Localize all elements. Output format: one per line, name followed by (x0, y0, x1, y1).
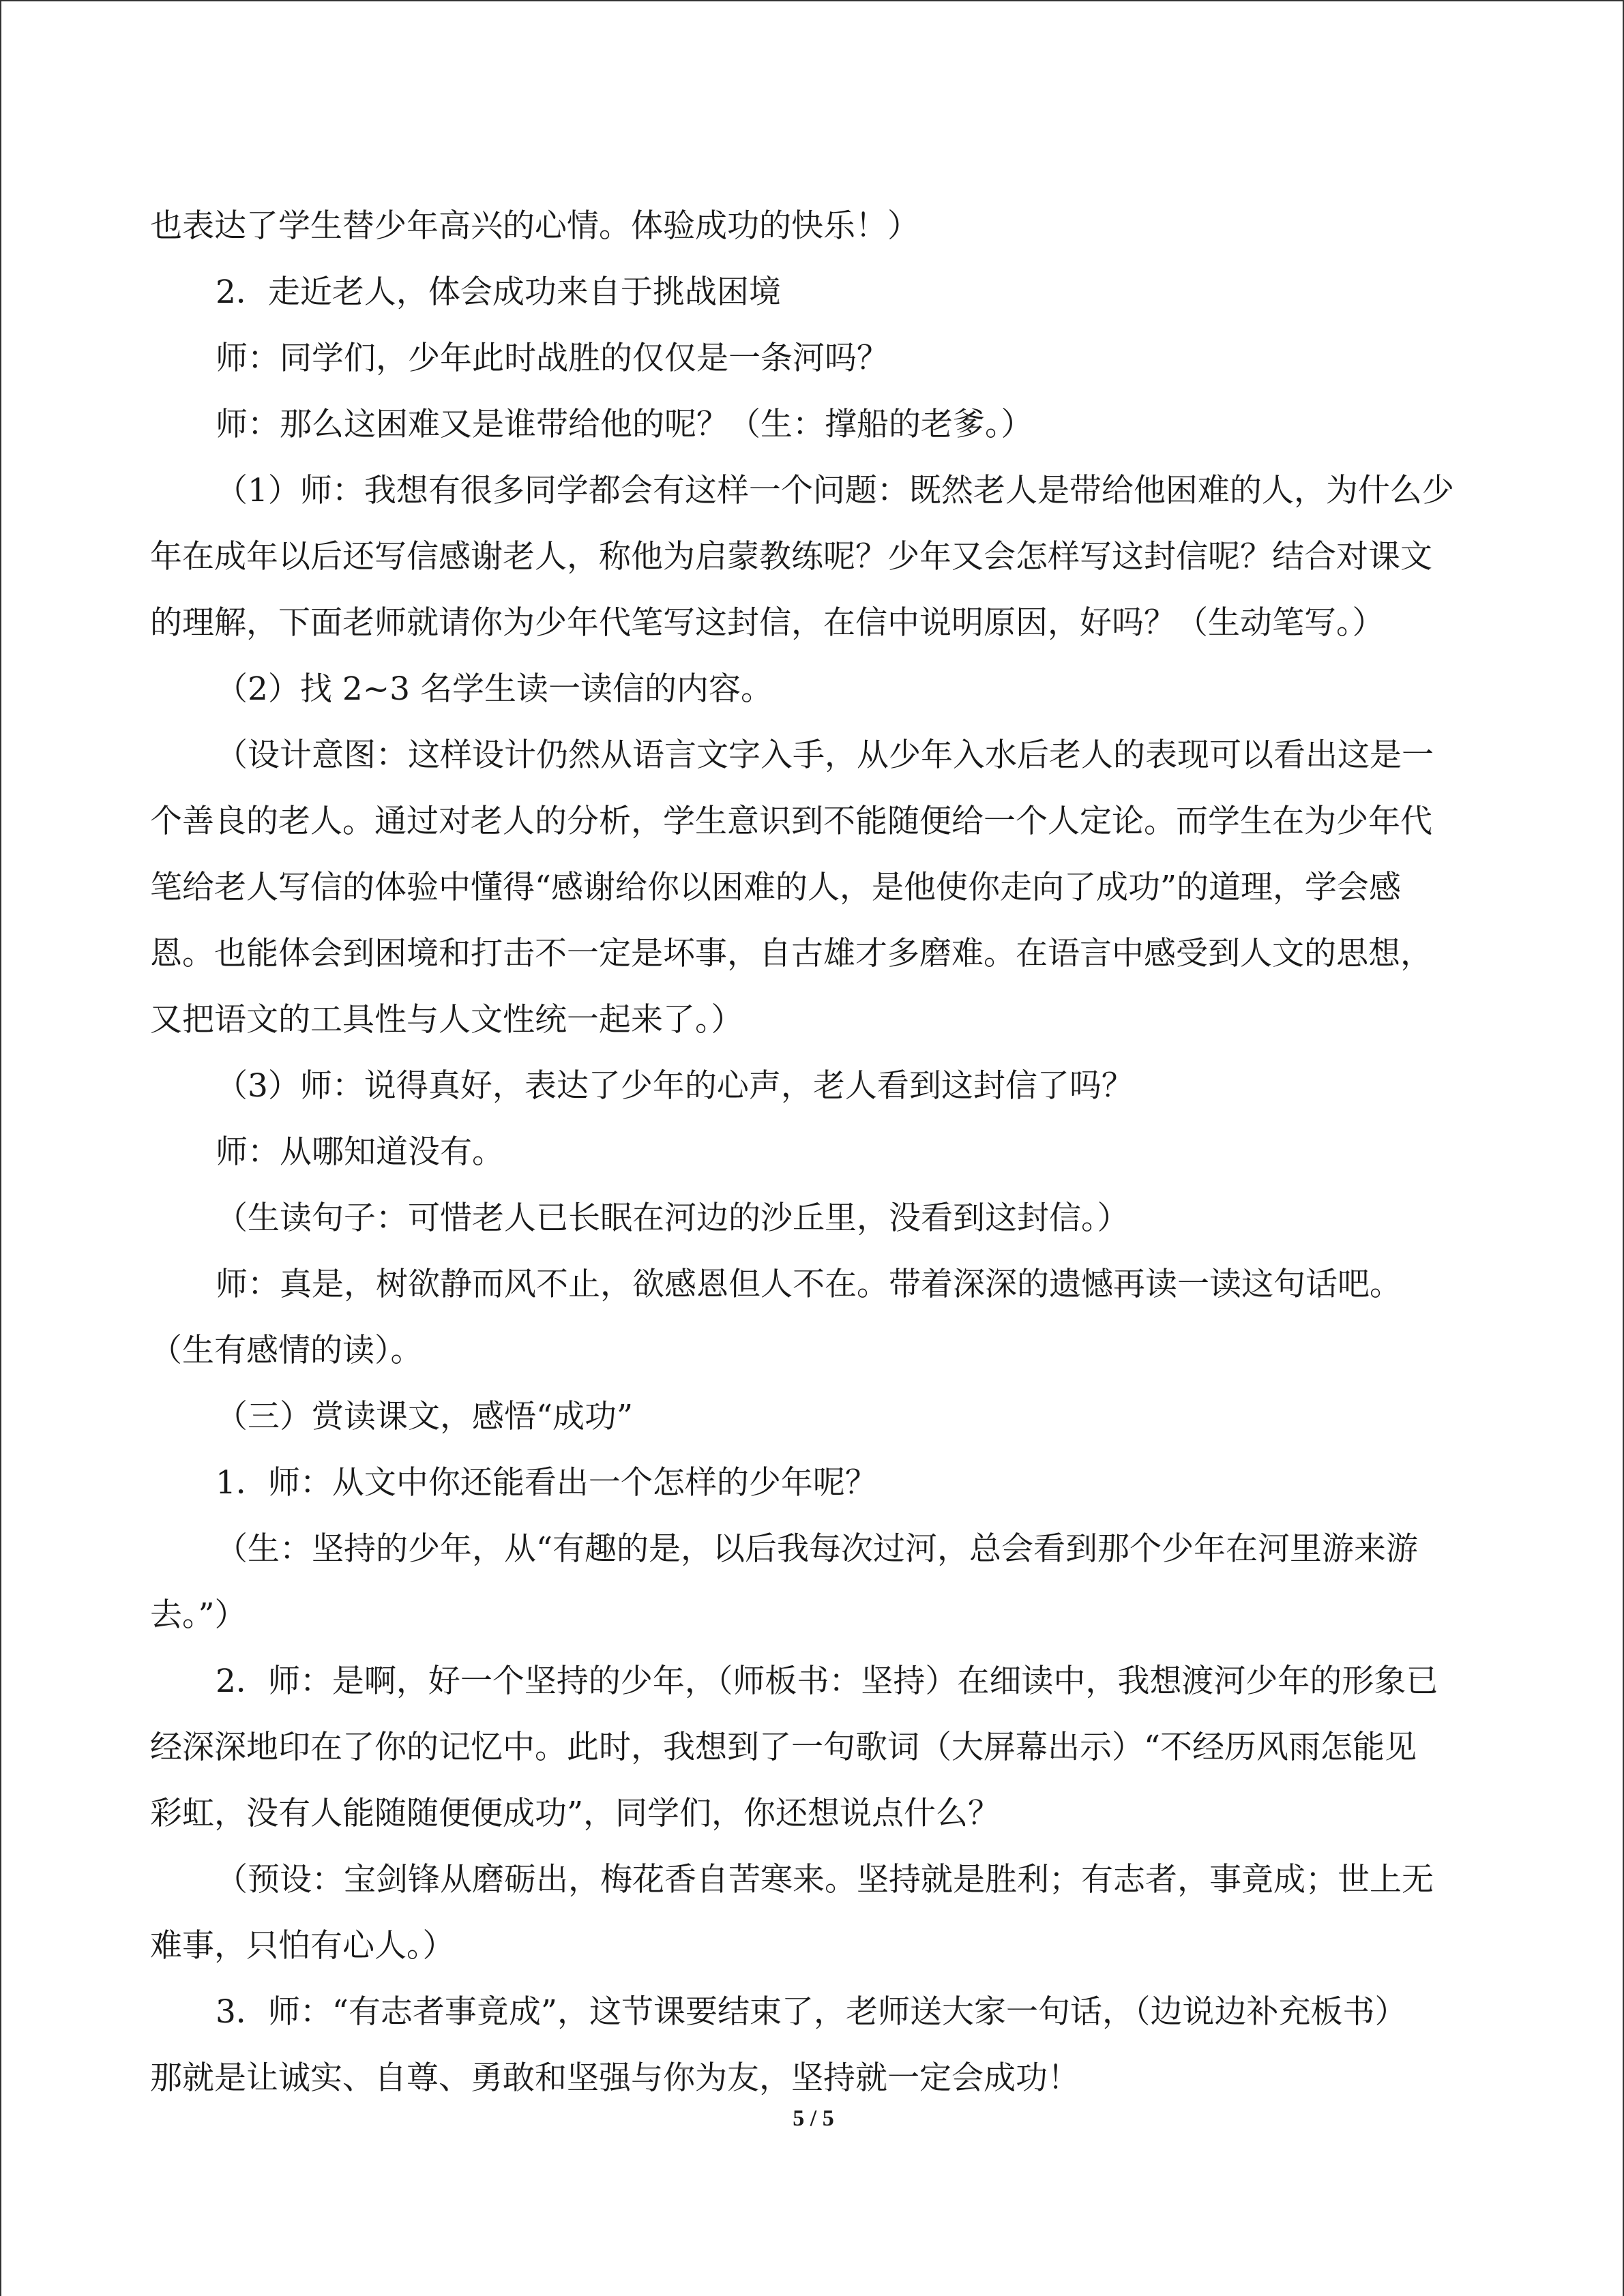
text-line: 3．师：“有志者事竟成”，这节课要结束了，老师送大家一句话，（边说边补充板书） (216, 1993, 1407, 2031)
text-line: 个善良的老人。通过对老人的分析，学生意识到不能随便给一个人定论。而学生在为少年代 (150, 803, 1432, 840)
text-line: （1）师：我想有很多同学都会有这样一个问题：既然老人是带给他困难的人，为什么少 (216, 472, 1454, 509)
text-line: 彩虹，没有人能随随便便成功”，同学们，你还想说点什么？ (150, 1795, 1001, 1832)
text-line: 师：那么这困难又是谁带给他的呢？（生：撑船的老爹。） (216, 406, 1033, 443)
text-line: 2．师：是啊，好一个坚持的少年，（师板书：坚持）在细读中，我想渡河少年的形象已 (216, 1663, 1438, 1700)
text-line: （预设：宝剑锋从磨砺出，梅花香自苦寒来。坚持就是胜利；有志者，事竟成；世上无 (216, 1861, 1434, 1898)
text-line: 去。”） (150, 1596, 247, 1634)
text-line: 又把语文的工具性与人文性统一起来了。） (150, 1001, 743, 1039)
text-line: （生有感情的读）。 (150, 1332, 423, 1369)
text-line: 1．师：从文中你还能看出一个怎样的少年呢？ (216, 1464, 877, 1502)
text-line: （生：坚持的少年，从“有趣的是，以后我每次过河，总会看到那个少年在河里游来游 (216, 1530, 1419, 1568)
text-line: 年在成年以后还写信感谢老人，称他为启蒙教练呢？少年又会怎样写这封信呢？结合对课文 (150, 538, 1432, 576)
section-heading: 2．走近老人，体会成功来自于挑战困境 (216, 273, 781, 311)
text-line: 师：同学们，少年此时战胜的仅仅是一条河吗？ (216, 340, 889, 377)
text-line: 恩。也能体会到困境和打击不一定是坏事，自古雄才多磨难。在语言中感受到人文的思想， (150, 935, 1432, 972)
page-number: 5 / 5 (793, 2106, 834, 2131)
section-heading: （三）赏读课文，感悟“成功” (216, 1398, 634, 1435)
text-line: 难事，只怕有心人。） (150, 1927, 455, 1965)
text-line: （生读句子：可惜老人已长眠在河边的沙丘里，没看到这封信。） (216, 1199, 1130, 1237)
text-line: 师：从哪知道没有。 (216, 1133, 504, 1171)
text-line: （设计意图：这样设计仍然从语言文字入手，从少年入水后老人的表现可以看出这是一 (216, 736, 1434, 774)
text-line: 那就是让诚实、自尊、勇敢和坚强与你为友，坚持就一定会成功！ (150, 2059, 1080, 2097)
text-line: 笔给老人写信的体验中懂得“感谢给你以困难的人，是他使你走向了成功”的道理，学会感 (150, 869, 1402, 906)
text-line: （2）找 2~3 名学生读一读信的内容。 (216, 670, 773, 708)
text-line: 经深深地印在了你的记忆中。此时，我想到了一句歌词（大屏幕出示）“不经历风雨怎能见 (150, 1729, 1417, 1766)
text-line: 的理解，下面老师就请你为少年代笔写这封信，在信中说明原因，好吗？（生动笔写。） (150, 604, 1385, 642)
text-line: （3）师：说得真好，表达了少年的心声，老人看到这封信了吗？ (216, 1067, 1134, 1105)
text-line: 也表达了学生替少年高兴的心情。体验成功的快乐！） (150, 207, 919, 245)
text-line: 师：真是，树欲静而风不止，欲感恩但人不在。带着深深的遗憾再读一读这句话吧。 (216, 1266, 1402, 1303)
